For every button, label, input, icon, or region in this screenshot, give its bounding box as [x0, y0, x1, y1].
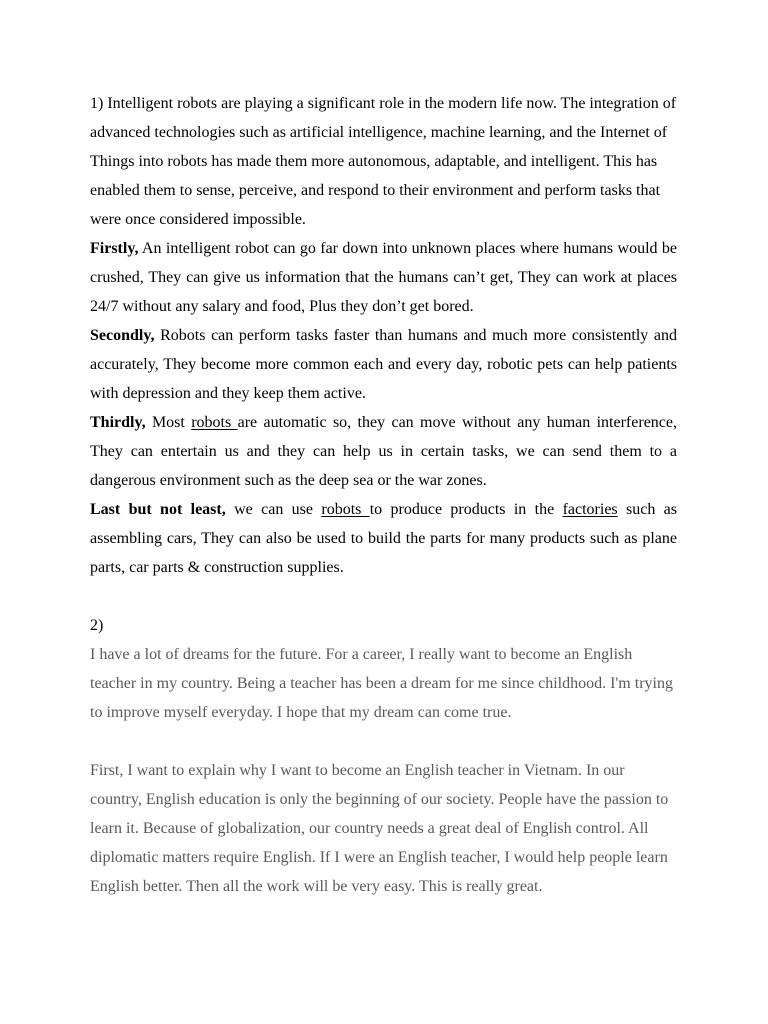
section-2-number: 2) — [90, 617, 104, 634]
dream-paragraph: I have a lot of dreams for the future. For a career, I really want to become an English teacher in my country. Being a teacher has been a dream for me since childhood. I'm trying to improve myself everyday. I hope that my dream can come true. — [90, 646, 673, 721]
intro-paragraph: 1) Intelligent robots are playing a significant role in the modern life now. The integration of advanced technologies such as artificial intelligence, machine learning, and the Internet of Things into robots has made them more autonomous, adaptable, and intelligent. This has enabled them to sense, perceive, and respond to their environment and perform tasks that were once considered impossible. — [90, 95, 677, 228]
thirdly-text-after: are automatic so, they can move without any human interference, They can entertain us and they can help us in certain tasks, we can send them to a dangerous environment such as the deep sea or the war zones. — [90, 414, 677, 489]
last-text-a: we can use — [225, 501, 322, 518]
firstly-text: An intelligent robot can go far down into unknown places where humans would be crushed, They can give us information that the humans can’t get, They can work at places 24/7 without any salary and food, Plus they don’t get bored. — [90, 240, 677, 315]
secondly-text: Robots can perform tasks faster than humans and much more consistently and accurately, They become more common each and every day, robotic pets can help patients with depression and they keep them active. — [90, 327, 677, 402]
robots-link[interactable]: robots — [191, 414, 238, 431]
firstly-lead: Firstly, — [90, 240, 139, 257]
secondly-paragraph — [90, 321, 677, 408]
last-text-b: to produce products in the — [369, 501, 563, 518]
last-paragraph — [90, 495, 677, 582]
last-lead: Last but not least, — [90, 501, 226, 518]
factories-link[interactable]: factories — [562, 501, 618, 518]
firstly-paragraph — [90, 234, 677, 321]
document-body — [90, 89, 677, 901]
thirdly-paragraph — [90, 408, 677, 495]
blank-line-2 — [90, 727, 677, 756]
thirdly-lead: Thirdly, — [90, 414, 146, 431]
blank-line — [90, 582, 677, 611]
teacher-paragraph: First, I want to explain why I want to become an English teacher in Vietnam. In our country, English education is only the beginning of our society. People have the passion to learn it. Because of globalization, our country needs a great deal of English control. All diplomatic matters require English. If I were an English teacher, I would help people learn English better. Then all the work will be very easy. This is really great. — [90, 762, 669, 895]
thirdly-text-before: Most — [145, 414, 192, 431]
last-text-c: such as assembling cars, They can also be used to build the parts for many products such as plane parts, car parts & construction supplies. — [90, 501, 678, 576]
robots-link-2[interactable]: robots — [321, 501, 370, 518]
secondly-lead: Secondly, — [90, 327, 155, 344]
